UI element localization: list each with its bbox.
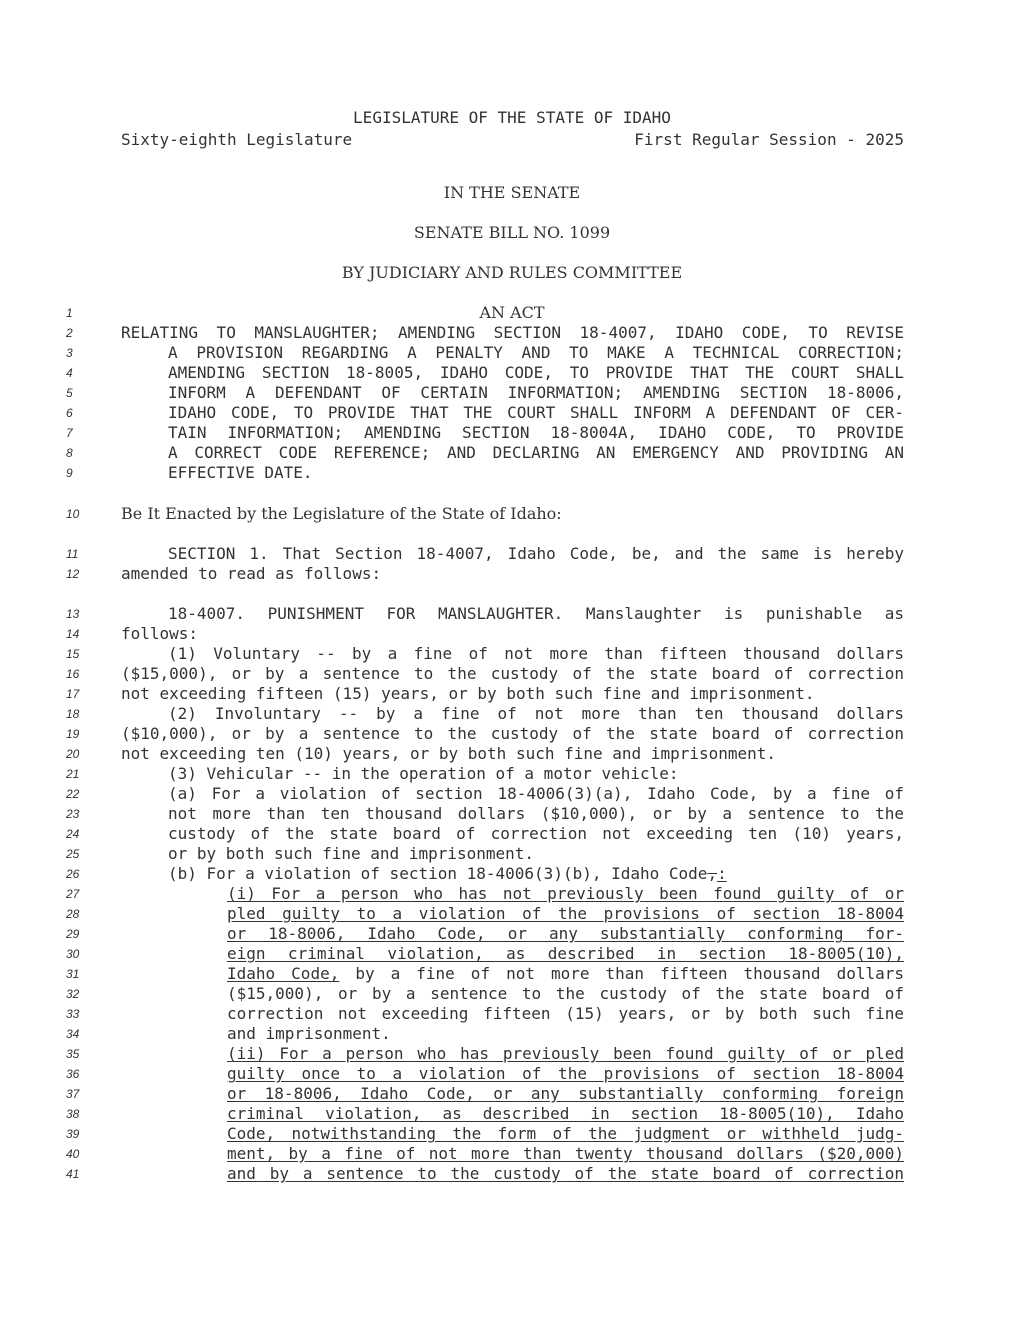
- inserted-line: [227, 1164, 904, 1184]
- inserted-text: or 18-8006, Idaho Code, or any substantially conforming for-: [227, 924, 904, 943]
- line-number: 18: [66, 707, 80, 721]
- statute-line: custody of the state board of correction not exceeding ten (10) years,: [168, 824, 904, 843]
- line-number: 7: [66, 426, 73, 440]
- inserted-line: [227, 1144, 904, 1164]
- line-number: 36: [66, 1067, 80, 1081]
- line-number: 27: [66, 887, 80, 901]
- sponsor-line: BY JUDICIARY AND RULES COMMITTEE: [341, 263, 683, 282]
- title-line: A PROVISION REGARDING A PENALTY AND TO MAKE A TECHNICAL CORRECTION;: [168, 343, 904, 362]
- line-number: 24: [66, 827, 80, 841]
- title-line: INFORM A DEFENDANT OF CERTAIN INFORMATION; AMENDING SECTION 18-8006,: [168, 383, 904, 402]
- statute-line: (2) Involuntary -- by a fine of not more than ten thousand dollars: [168, 704, 904, 723]
- title-line: EFFECTIVE DATE.: [168, 463, 313, 482]
- title-line: RELATING TO MANSLAUGHTER; AMENDING SECTION 18-4007, IDAHO CODE, TO REVISE: [121, 323, 904, 342]
- inserted-text: pled guilty to a violation of the provisions of section 18-8004: [227, 904, 904, 923]
- line-number: 21: [66, 767, 80, 781]
- line-number: 19: [66, 727, 80, 741]
- line-number: 31: [66, 967, 80, 981]
- line-number: 5: [66, 386, 73, 400]
- line-number: 25: [66, 847, 80, 861]
- statute-line: 18-4007. PUNISHMENT FOR MANSLAUGHTER. Manslaughter is punishable as: [168, 604, 904, 623]
- statute-line: or by both such fine and imprisonment.: [168, 844, 535, 863]
- inserted-text: (ii) For a person who has previously been found guilty of or pled: [227, 1044, 904, 1063]
- inserted-text: ment, by a fine of not more than twenty thousand dollars ($20,000): [227, 1144, 904, 1163]
- statute-line: correction not exceeding fifteen (15) years, or by both such fine: [227, 1004, 904, 1023]
- line-number: 29: [66, 927, 80, 941]
- line-number: 8: [66, 446, 73, 460]
- statute-line: (3) Vehicular -- in the operation of a motor vehicle:: [168, 764, 679, 783]
- inserted-line: [227, 1124, 904, 1144]
- inserted-text: :: [717, 864, 727, 883]
- line-number: 26: [66, 867, 80, 881]
- statute-line: ($15,000), or by a sentence to the custody of the state board of: [227, 984, 904, 1003]
- line-number: 13: [66, 607, 80, 621]
- section-line: amended to read as follows:: [121, 564, 382, 583]
- line-number: 4: [66, 366, 73, 380]
- line-number: 2: [66, 326, 73, 340]
- statute-line: follows:: [121, 624, 199, 643]
- statute-line: (a) For a violation of section 18-4006(3)(a), Idaho Code, by a fine of: [168, 784, 904, 803]
- inserted-line: [227, 924, 904, 944]
- line-number: 20: [66, 747, 80, 761]
- bill-number: SENATE BILL NO. 1099: [413, 223, 611, 242]
- section-line: SECTION 1. That Section 18-4007, Idaho Code, be, and the same is hereby: [168, 544, 904, 563]
- act-heading: AN ACT: [479, 303, 545, 322]
- line-number: 33: [66, 1007, 80, 1021]
- statute-line: ($15,000), or by a sentence to the custody of the state board of correction: [121, 664, 904, 683]
- statute-line: not exceeding ten (10) years, or by both such fine and imprisonment.: [121, 744, 777, 763]
- line-number: 6: [66, 406, 73, 420]
- line-number: 16: [66, 667, 80, 681]
- line-number: 11: [66, 547, 79, 561]
- inserted-line: [227, 1064, 904, 1084]
- statute-line-amended: [168, 864, 904, 884]
- inserted-text: Idaho Code,: [227, 964, 340, 983]
- inserted-line: [227, 904, 904, 924]
- line-number: 30: [66, 947, 80, 961]
- inserted-text: guilty once to a violation of the provisions of section 18-8004: [227, 1064, 904, 1083]
- inserted-line: [227, 1104, 904, 1124]
- inserted-text: Code, notwithstanding the form of the judgment or withheld judg-: [227, 1124, 904, 1143]
- inserted-text: (i) For a person who has not previously been found guilty of or: [227, 884, 904, 903]
- inserted-line: [227, 1044, 904, 1064]
- title-line: TAIN INFORMATION; AMENDING SECTION 18-8004A, IDAHO CODE, TO PROVIDE: [168, 423, 904, 442]
- existing-text: (b) For a violation of section 18-4006(3)(b), Idaho Code: [168, 864, 708, 883]
- line-number: 35: [66, 1047, 80, 1061]
- line-number: 23: [66, 807, 80, 821]
- statute-line: and imprisonment.: [227, 1024, 391, 1043]
- line-number: 37: [66, 1087, 80, 1101]
- line-number: 12: [66, 567, 80, 581]
- title-line: IDAHO CODE, TO PROVIDE THAT THE COURT SHALL INFORM A DEFENDANT OF CER-: [168, 403, 904, 422]
- line-number: 39: [66, 1127, 80, 1141]
- struck-text: ,: [707, 864, 718, 883]
- session-label: First Regular Session - 2025: [634, 130, 904, 149]
- inserted-line: [227, 884, 904, 904]
- inserted-line: [227, 964, 904, 984]
- line-number: 1: [66, 306, 73, 320]
- inserted-text: eign criminal violation, as described in section 18-8005(10),: [227, 944, 904, 963]
- inserted-text: and by a sentence to the custody of the state board of correction: [227, 1164, 904, 1183]
- line-number: 28: [66, 907, 80, 921]
- title-line: A CORRECT CODE REFERENCE; AND DECLARING AN EMERGENCY AND PROVIDING AN: [168, 443, 904, 462]
- inserted-line: [227, 944, 904, 964]
- line-number: 14: [66, 627, 80, 641]
- legislature-number: Sixty-eighth Legislature: [121, 130, 353, 149]
- line-number: 3: [66, 346, 73, 360]
- existing-text: by a fine of not more than fifteen thousand dollars: [339, 964, 904, 983]
- inserted-line: [227, 1084, 904, 1104]
- line-number: 34: [66, 1027, 80, 1041]
- line-number: 38: [66, 1107, 80, 1121]
- line-number: 32: [66, 987, 80, 1001]
- line-number: 22: [66, 787, 80, 801]
- line-number: 9: [66, 466, 73, 480]
- enacting-clause: Be It Enacted by the Legislature of the State of Idaho:: [121, 504, 562, 523]
- statute-line: ($10,000), or by a sentence to the custody of the state board of correction: [121, 724, 904, 743]
- chamber-label: IN THE SENATE: [443, 183, 581, 202]
- line-number: 15: [66, 647, 80, 661]
- line-number: 17: [66, 687, 80, 701]
- inserted-text: criminal violation, as described in section 18-8005(10), Idaho: [227, 1104, 904, 1123]
- line-number: 40: [66, 1147, 80, 1161]
- legislature-title: LEGISLATURE OF THE STATE OF IDAHO: [353, 108, 671, 127]
- inserted-text: or 18-8006, Idaho Code, or any substantially conforming foreign: [227, 1084, 904, 1103]
- statute-line: not exceeding fifteen (15) years, or by both such fine and imprisonment.: [121, 684, 815, 703]
- line-number: 41: [66, 1167, 80, 1181]
- statute-line: (1) Voluntary -- by a fine of not more than fifteen thousand dollars: [168, 644, 904, 663]
- title-line: AMENDING SECTION 18-8005, IDAHO CODE, TO PROVIDE THAT THE COURT SHALL: [168, 363, 904, 382]
- statute-line: not more than ten thousand dollars ($10,000), or by a sentence to the: [168, 804, 904, 823]
- line-number: 10: [66, 507, 80, 521]
